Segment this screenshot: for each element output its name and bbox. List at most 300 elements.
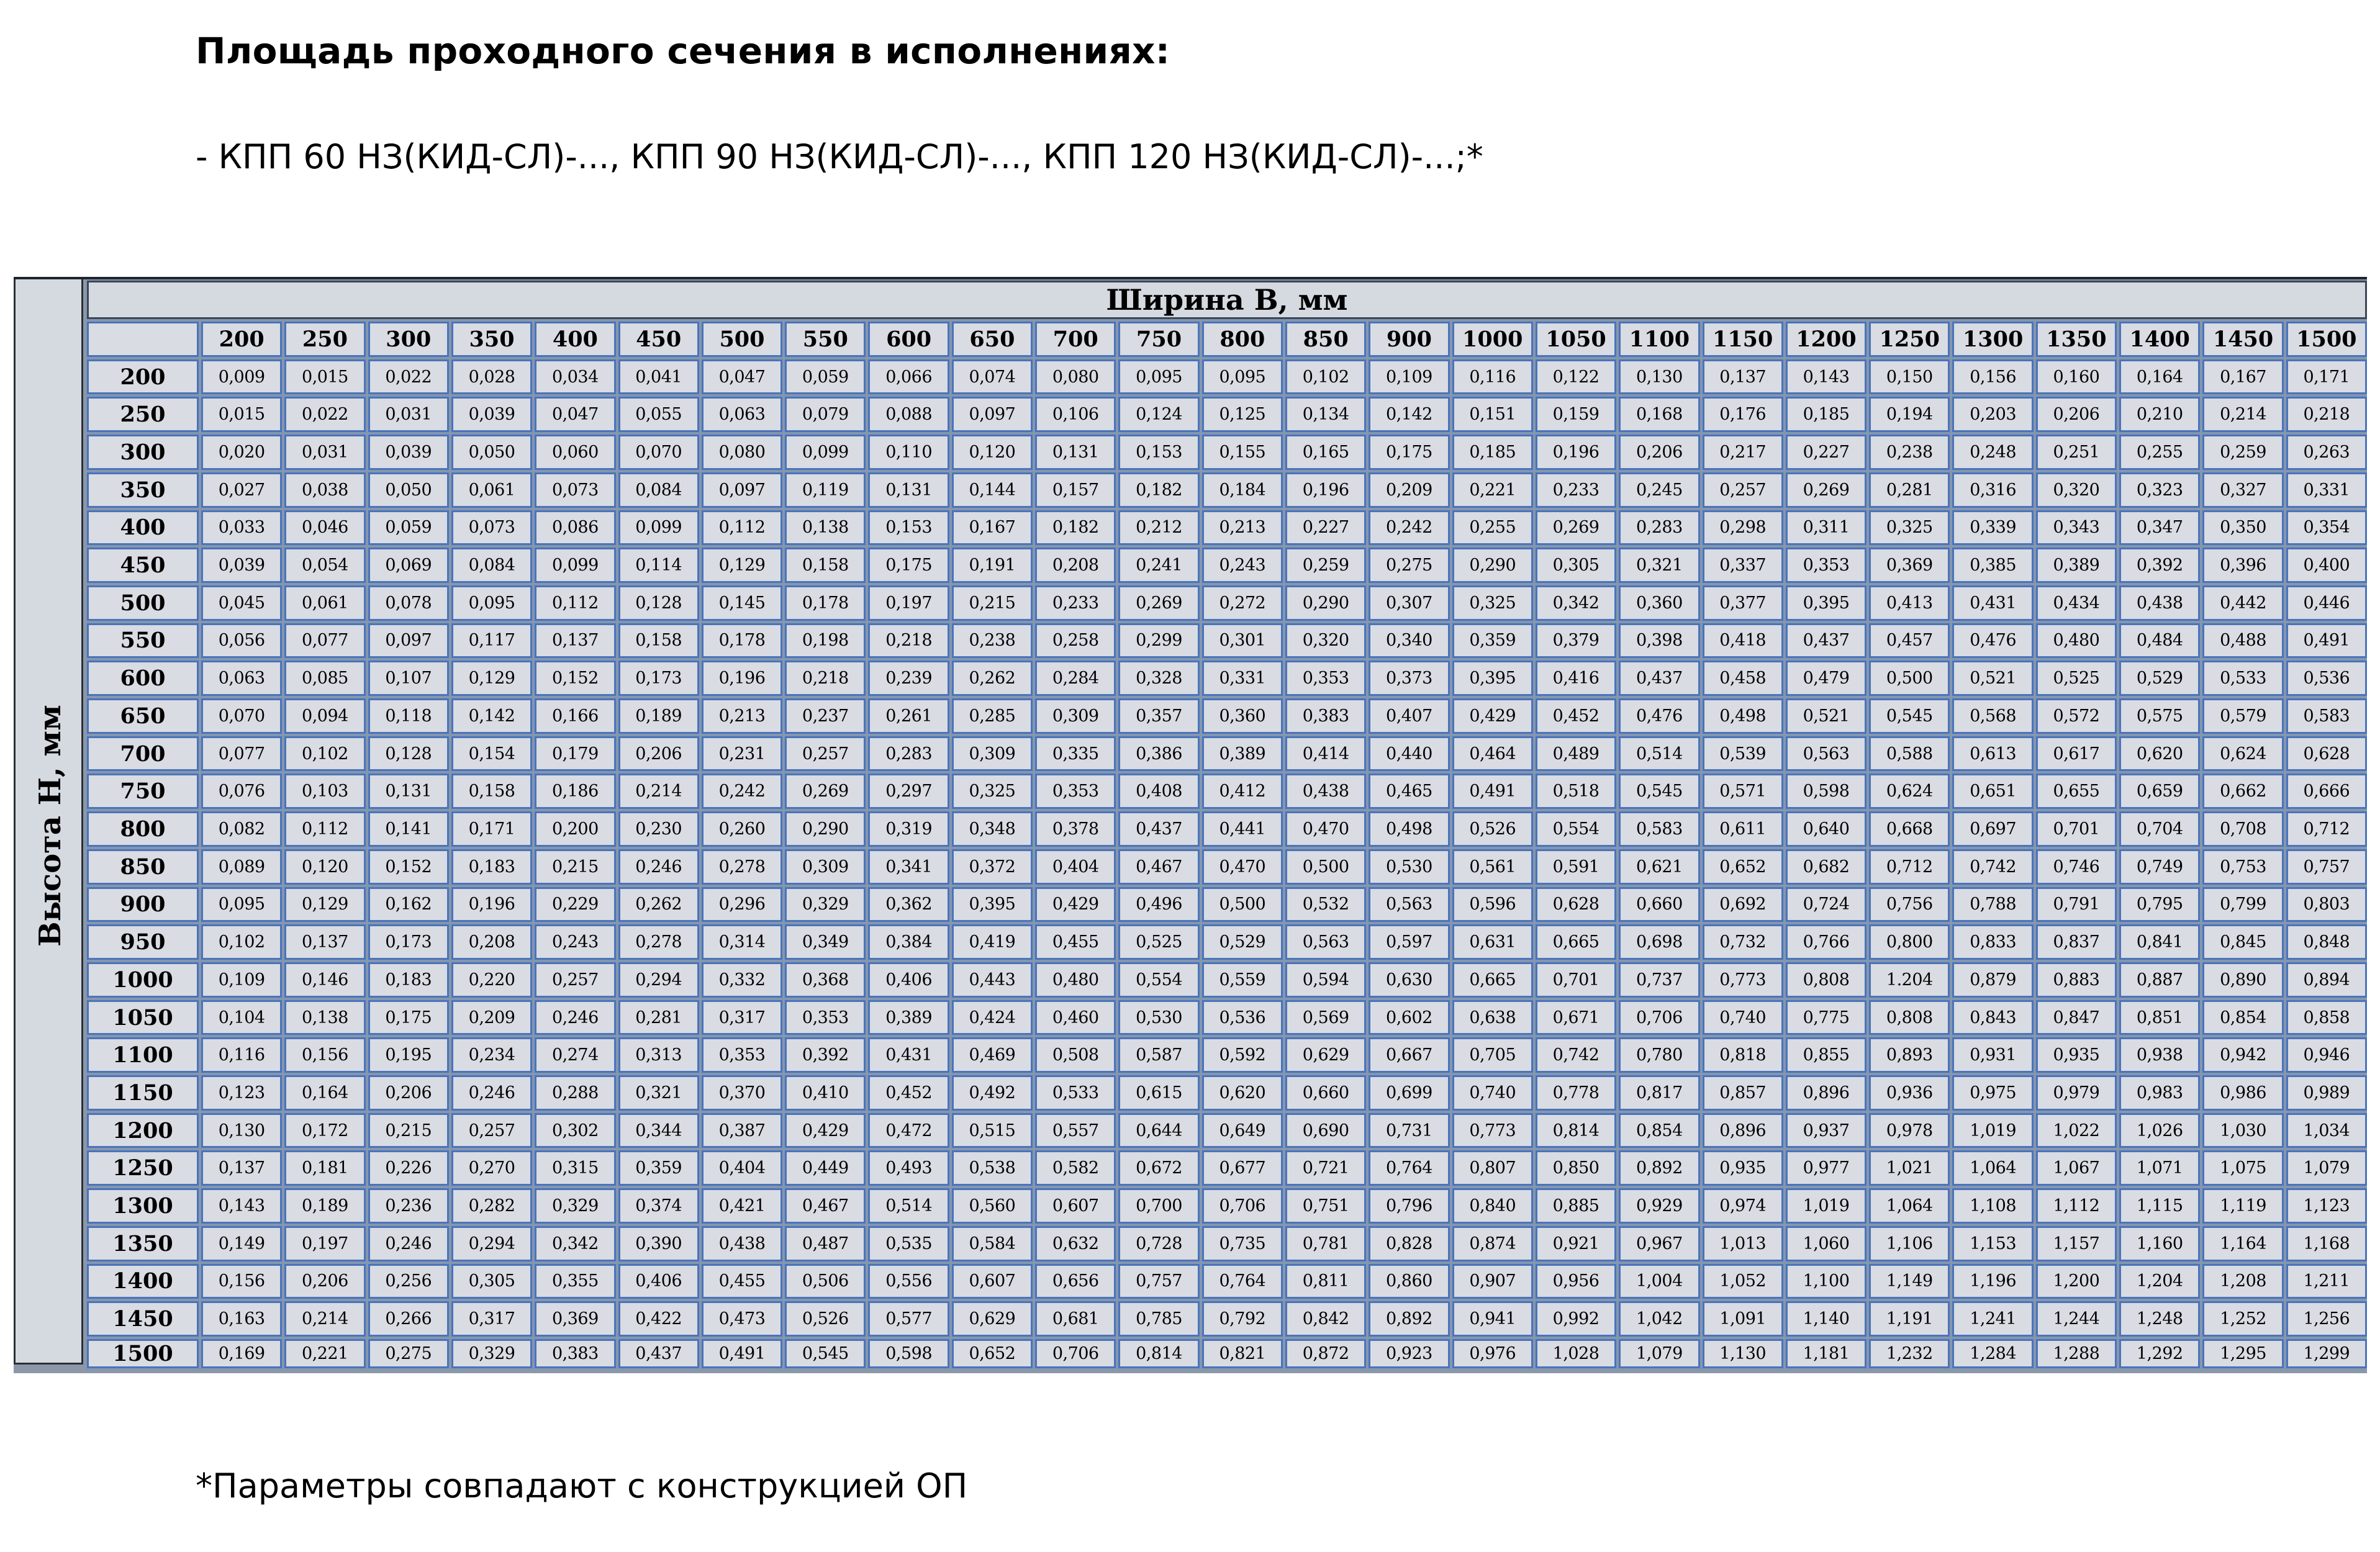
table-cell: 0,368 bbox=[785, 962, 866, 998]
table-cell: 0,118 bbox=[368, 698, 449, 734]
row-header-950: 950 bbox=[87, 924, 199, 960]
table-cell: 0,896 bbox=[1786, 1075, 1866, 1111]
table-cell: 0,907 bbox=[1452, 1264, 1533, 1299]
table-cell: 0,215 bbox=[368, 1113, 449, 1148]
table-cell: 0,274 bbox=[535, 1037, 615, 1073]
table-cell: 0,350 bbox=[2202, 510, 2283, 546]
table-cell: 0,074 bbox=[952, 359, 1033, 395]
table-cell: 0,263 bbox=[2286, 435, 2367, 470]
table-cell: 0,349 bbox=[785, 924, 866, 960]
table-cell: 0,392 bbox=[2119, 548, 2200, 583]
table-cell: 0,158 bbox=[618, 623, 699, 659]
table-cell: 0,046 bbox=[284, 510, 365, 546]
table-cell: 0,323 bbox=[2119, 472, 2200, 508]
table-cell: 0,077 bbox=[284, 623, 365, 659]
table-cell: 0,410 bbox=[785, 1075, 866, 1111]
table-cell: 0,200 bbox=[535, 811, 615, 847]
table-cell: 0,438 bbox=[2119, 585, 2200, 621]
table-cell: 0,256 bbox=[368, 1264, 449, 1299]
table-cell: 0,353 bbox=[702, 1037, 782, 1073]
table-cell: 0,408 bbox=[1118, 774, 1199, 809]
row-header-1050: 1050 bbox=[87, 1000, 199, 1035]
column-header-1350: 1350 bbox=[2036, 322, 2117, 357]
table-cell: 0,175 bbox=[868, 548, 949, 583]
table-cell: 0,956 bbox=[1536, 1264, 1616, 1299]
row-header-450: 450 bbox=[87, 548, 199, 583]
table-cell: 0,272 bbox=[1202, 585, 1283, 621]
table-cell: 0,195 bbox=[368, 1037, 449, 1073]
table-cell: 1,123 bbox=[2286, 1188, 2367, 1224]
table-cell: 0,632 bbox=[1035, 1226, 1116, 1261]
row-header-900: 900 bbox=[87, 887, 199, 923]
table-cell: 0,931 bbox=[1952, 1037, 2033, 1073]
document-subtitle: - КПП 60 НЗ(КИД-СЛ)-..., КПП 90 НЗ(КИД-СЛ)-..., КПП 120 НЗ(КИД-СЛ)-...;* bbox=[196, 137, 1483, 176]
table-cell: 0,682 bbox=[1786, 849, 1866, 885]
column-header-1300: 1300 bbox=[1952, 322, 2033, 357]
table-cell: 0,102 bbox=[284, 736, 365, 772]
table-cell: 0,896 bbox=[1703, 1113, 1783, 1148]
table-cell: 0,088 bbox=[868, 397, 949, 432]
table-cell: 0,872 bbox=[1285, 1339, 1366, 1368]
table-cell: 0,536 bbox=[1202, 1000, 1283, 1035]
table-cell: 0,851 bbox=[2119, 1000, 2200, 1035]
table-cell: 0,460 bbox=[1035, 1000, 1116, 1035]
table-cell: 0,424 bbox=[952, 1000, 1033, 1035]
table-cell: 0,473 bbox=[702, 1301, 782, 1337]
row-header-1450: 1450 bbox=[87, 1301, 199, 1337]
table-cell: 0,389 bbox=[868, 1000, 949, 1035]
table-cell: 0,814 bbox=[1118, 1339, 1199, 1368]
table-cell: 0,671 bbox=[1536, 1000, 1616, 1035]
table-cell: 0,340 bbox=[1369, 623, 1449, 659]
table-cell: 0,628 bbox=[1536, 887, 1616, 923]
table-cell: 0,294 bbox=[618, 962, 699, 998]
table-cell: 0,138 bbox=[785, 510, 866, 546]
table-cell: 0,119 bbox=[785, 472, 866, 508]
table-cell: 0,260 bbox=[702, 811, 782, 847]
row-header-1150: 1150 bbox=[87, 1075, 199, 1111]
table-cell: 0,395 bbox=[952, 887, 1033, 923]
table-cell: 0,102 bbox=[1285, 359, 1366, 395]
table-cell: 0,039 bbox=[451, 397, 532, 432]
table-cell: 1,295 bbox=[2202, 1339, 2283, 1368]
table-cell: 0,031 bbox=[284, 435, 365, 470]
table-cell: 0,532 bbox=[1285, 887, 1366, 923]
table-cell: 0,281 bbox=[1869, 472, 1950, 508]
table-cell: 0,243 bbox=[535, 924, 615, 960]
table-cell: 0,781 bbox=[1285, 1226, 1366, 1261]
table-cell: 0,514 bbox=[1619, 736, 1699, 772]
table-cell: 0,143 bbox=[1786, 359, 1866, 395]
column-header-700: 700 bbox=[1035, 322, 1116, 357]
table-cell: 0,203 bbox=[1952, 397, 2033, 432]
column-header-1050: 1050 bbox=[1536, 322, 1616, 357]
table-cell: 0,883 bbox=[2036, 962, 2117, 998]
table-cell: 0,156 bbox=[201, 1264, 282, 1299]
table-cell: 0,353 bbox=[1285, 661, 1366, 696]
table-cell: 0,329 bbox=[785, 887, 866, 923]
table-cell: 0,099 bbox=[785, 435, 866, 470]
table-cell: 0,583 bbox=[2286, 698, 2367, 734]
table-cell: 0,099 bbox=[618, 510, 699, 546]
table-cell: 1,157 bbox=[2036, 1226, 2117, 1261]
table-cell: 0,246 bbox=[618, 849, 699, 885]
table-cell: 0,617 bbox=[2036, 736, 2117, 772]
table-cell: 0,269 bbox=[1536, 510, 1616, 546]
table-cell: 0,808 bbox=[1786, 962, 1866, 998]
table-cell: 0,751 bbox=[1285, 1188, 1366, 1224]
table-cell: 0,668 bbox=[1869, 811, 1950, 847]
table-cell: 0,257 bbox=[451, 1113, 532, 1148]
column-header-1100: 1100 bbox=[1619, 322, 1699, 357]
table-cell: 0,989 bbox=[2286, 1075, 2367, 1111]
table-cell: 0,227 bbox=[1285, 510, 1366, 546]
table-cell: 0,892 bbox=[1369, 1301, 1449, 1337]
table-cell: 0,742 bbox=[1952, 849, 2033, 885]
table-cell: 0,554 bbox=[1118, 962, 1199, 998]
table-cell: 0,099 bbox=[535, 548, 615, 583]
table-cell: 0,020 bbox=[201, 435, 282, 470]
table-cell: 0,309 bbox=[1035, 698, 1116, 734]
row-header-600: 600 bbox=[87, 661, 199, 696]
table-cell: 0,331 bbox=[2286, 472, 2367, 508]
table-cell: 0,677 bbox=[1202, 1150, 1283, 1186]
table-cell: 0,545 bbox=[1619, 774, 1699, 809]
table-cell: 0,387 bbox=[702, 1113, 782, 1148]
table-cell: 0,978 bbox=[1869, 1113, 1950, 1148]
table-cell: 0,176 bbox=[1703, 397, 1783, 432]
table-cell: 1,030 bbox=[2202, 1113, 2283, 1148]
table-cell: 0,740 bbox=[1703, 1000, 1783, 1035]
table-cell: 0,015 bbox=[201, 397, 282, 432]
table-cell: 0,615 bbox=[1118, 1075, 1199, 1111]
table-cell: 0,452 bbox=[1536, 698, 1616, 734]
table-cell: 0,406 bbox=[618, 1264, 699, 1299]
table-cell: 0,319 bbox=[868, 811, 949, 847]
table-cell: 0,095 bbox=[201, 887, 282, 923]
table-cell: 0,157 bbox=[1035, 472, 1116, 508]
table-cell: 0,406 bbox=[868, 962, 949, 998]
table-cell: 0,089 bbox=[201, 849, 282, 885]
table-cell: 0,488 bbox=[2202, 623, 2283, 659]
table-cell: 0,130 bbox=[201, 1113, 282, 1148]
table-cell: 0,143 bbox=[201, 1188, 282, 1224]
column-header-500: 500 bbox=[702, 322, 782, 357]
table-cell: 0,073 bbox=[451, 510, 532, 546]
table-cell: 0,327 bbox=[2202, 472, 2283, 508]
column-header-200: 200 bbox=[201, 322, 282, 357]
table-cell: 0,935 bbox=[2036, 1037, 2117, 1073]
table-cell: 0,407 bbox=[1369, 698, 1449, 734]
table-cell: 0,316 bbox=[1952, 472, 2033, 508]
table-cell: 0,847 bbox=[2036, 1000, 2117, 1035]
table-cell: 0,526 bbox=[1452, 811, 1533, 847]
table-cell: 0,117 bbox=[451, 623, 532, 659]
table-cell: 0,621 bbox=[1619, 849, 1699, 885]
table-cell: 0,422 bbox=[618, 1301, 699, 1337]
table-cell: 0,437 bbox=[1786, 623, 1866, 659]
table-cell: 0,379 bbox=[1536, 623, 1616, 659]
table-cell: 0,122 bbox=[1536, 359, 1616, 395]
table-cell: 0,521 bbox=[1952, 661, 2033, 696]
table-cell: 0,596 bbox=[1452, 887, 1533, 923]
table-cell: 0,109 bbox=[1369, 359, 1449, 395]
row-header-1250: 1250 bbox=[87, 1150, 199, 1186]
table-cell: 0,166 bbox=[535, 698, 615, 734]
table-cell: 0,045 bbox=[201, 585, 282, 621]
table-cell: 0,239 bbox=[868, 661, 949, 696]
table-cell: 0,196 bbox=[1536, 435, 1616, 470]
table-cell: 0,814 bbox=[1536, 1113, 1616, 1148]
table-cell: 0,321 bbox=[1619, 548, 1699, 583]
table-cell: 0,278 bbox=[618, 924, 699, 960]
table-cell: 0,656 bbox=[1035, 1264, 1116, 1299]
table-cell: 0,655 bbox=[2036, 774, 2117, 809]
table-cell: 0,942 bbox=[2202, 1037, 2283, 1073]
table-cell: 0,628 bbox=[2286, 736, 2367, 772]
table-cell: 0,611 bbox=[1703, 811, 1783, 847]
table-cell: 0,079 bbox=[785, 397, 866, 432]
table-cell: 0,208 bbox=[1035, 548, 1116, 583]
table-cell: 0,879 bbox=[1952, 962, 2033, 998]
table-cell: 0,620 bbox=[1202, 1075, 1283, 1111]
table-cell: 0,269 bbox=[785, 774, 866, 809]
table-cell: 1,204 bbox=[2119, 1264, 2200, 1299]
table-cell: 0,229 bbox=[535, 887, 615, 923]
column-header-1250: 1250 bbox=[1869, 322, 1950, 357]
table-cell: 0,080 bbox=[702, 435, 782, 470]
table-cell: 0,329 bbox=[451, 1339, 532, 1368]
table-cell: 0,421 bbox=[702, 1188, 782, 1224]
table-cell: 0,396 bbox=[2202, 548, 2283, 583]
table-cell: 0,227 bbox=[1786, 435, 1866, 470]
table-cell: 0,305 bbox=[451, 1264, 532, 1299]
table-cell: 0,104 bbox=[201, 1000, 282, 1035]
table-cell: 1,200 bbox=[2036, 1264, 2117, 1299]
row-header-1500: 1500 bbox=[87, 1339, 199, 1368]
table-cell: 0,559 bbox=[1202, 962, 1283, 998]
table-cell: 0,438 bbox=[702, 1226, 782, 1261]
table-cell: 0,935 bbox=[1703, 1150, 1783, 1186]
table-cell: 0,389 bbox=[2036, 548, 2117, 583]
table-cell: 0,269 bbox=[1786, 472, 1866, 508]
table-cell: 0,206 bbox=[284, 1264, 365, 1299]
table-cell: 0,041 bbox=[618, 359, 699, 395]
table-cell: 0,480 bbox=[1035, 962, 1116, 998]
table-cell: 0,288 bbox=[535, 1075, 615, 1111]
table-cell: 0,845 bbox=[2202, 924, 2283, 960]
table-cell: 0,370 bbox=[702, 1075, 782, 1111]
document-footnote: *Параметры совпадают с конструкцией ОП bbox=[196, 1466, 968, 1505]
column-header-550: 550 bbox=[785, 322, 866, 357]
table-cell: 0,337 bbox=[1703, 548, 1783, 583]
table-cell: 0,514 bbox=[868, 1188, 949, 1224]
table-cell: 1,149 bbox=[1869, 1264, 1950, 1299]
table-cell: 0,373 bbox=[1369, 661, 1449, 696]
table-cell: 0,178 bbox=[785, 585, 866, 621]
table-cell: 0,309 bbox=[952, 736, 1033, 772]
row-header-750: 750 bbox=[87, 774, 199, 809]
table-cell: 0,470 bbox=[1202, 849, 1283, 885]
table-cell: 0,487 bbox=[785, 1226, 866, 1261]
table-cell: 1,019 bbox=[1786, 1188, 1866, 1224]
table-cell: 0,791 bbox=[2036, 887, 2117, 923]
table-cell: 0,059 bbox=[368, 510, 449, 546]
table-cell: 0,842 bbox=[1285, 1301, 1366, 1337]
table-cell: 0,500 bbox=[1202, 887, 1283, 923]
table-cell: 0,230 bbox=[618, 811, 699, 847]
table-cell: 0,464 bbox=[1452, 736, 1533, 772]
table-cell: 0,259 bbox=[1285, 548, 1366, 583]
table-cell: 1,241 bbox=[1952, 1301, 2033, 1337]
row-header-1000: 1000 bbox=[87, 962, 199, 998]
table-cell: 1,052 bbox=[1703, 1264, 1783, 1299]
table-cell: 0,245 bbox=[1619, 472, 1699, 508]
table-cell: 0,196 bbox=[702, 661, 782, 696]
table-cell: 0,158 bbox=[451, 774, 532, 809]
corner-cell bbox=[87, 322, 199, 357]
table-cell: 0,807 bbox=[1452, 1150, 1533, 1186]
table-cell: 0,638 bbox=[1452, 1000, 1533, 1035]
table-cell: 0,015 bbox=[284, 359, 365, 395]
table-cell: 0,518 bbox=[1536, 774, 1616, 809]
table-cell: 0,320 bbox=[1285, 623, 1366, 659]
table-cell: 0,692 bbox=[1703, 887, 1783, 923]
table-cell: 1,244 bbox=[2036, 1301, 2117, 1337]
table-cell: 0,137 bbox=[535, 623, 615, 659]
table-cell: 0,644 bbox=[1118, 1113, 1199, 1148]
table-cell: 0,569 bbox=[1285, 1000, 1366, 1035]
table-cell: 0,731 bbox=[1369, 1113, 1449, 1148]
table-cell: 0,196 bbox=[451, 887, 532, 923]
table-cell: 0,206 bbox=[1619, 435, 1699, 470]
table-cell: 0,142 bbox=[1369, 397, 1449, 432]
table-cell: 0,480 bbox=[2036, 623, 2117, 659]
table-cell: 0,412 bbox=[1202, 774, 1283, 809]
table-cell: 1,026 bbox=[2119, 1113, 2200, 1148]
row-header-1300: 1300 bbox=[87, 1188, 199, 1224]
table-cell: 0,724 bbox=[1786, 887, 1866, 923]
table-cell: 0,624 bbox=[2202, 736, 2283, 772]
table-cell: 0,766 bbox=[1786, 924, 1866, 960]
table-cell: 0,210 bbox=[2119, 397, 2200, 432]
table-cell: 0,242 bbox=[1369, 510, 1449, 546]
table-cell: 0,854 bbox=[1619, 1113, 1699, 1148]
table-cell: 0,796 bbox=[1369, 1188, 1449, 1224]
table-cell: 0,491 bbox=[702, 1339, 782, 1368]
table-cell: 0,284 bbox=[1035, 661, 1116, 696]
table-cell: 0,129 bbox=[451, 661, 532, 696]
table-cell: 0,360 bbox=[1202, 698, 1283, 734]
table-cell: 0,169 bbox=[201, 1339, 282, 1368]
table-cell: 0,885 bbox=[1536, 1188, 1616, 1224]
table-cell: 0,500 bbox=[1869, 661, 1950, 696]
table-cell: 0,923 bbox=[1369, 1339, 1449, 1368]
table-cell: 0,946 bbox=[2286, 1037, 2367, 1073]
table-cell: 1,079 bbox=[2286, 1150, 2367, 1186]
table-cell: 0,690 bbox=[1285, 1113, 1366, 1148]
table-cell: 0,290 bbox=[1452, 548, 1533, 583]
table-cell: 0,697 bbox=[1952, 811, 2033, 847]
table-cell: 0,383 bbox=[1285, 698, 1366, 734]
table-cell: 0,215 bbox=[952, 585, 1033, 621]
table-cell: 0,392 bbox=[785, 1037, 866, 1073]
table-cell: 0,179 bbox=[535, 736, 615, 772]
table-cell: 0,613 bbox=[1952, 736, 2033, 772]
table-cell: 0,607 bbox=[952, 1264, 1033, 1299]
table-cell: 0,976 bbox=[1452, 1339, 1533, 1368]
table-cell: 0,591 bbox=[1536, 849, 1616, 885]
table-cell: 0,257 bbox=[535, 962, 615, 998]
table-cell: 0,282 bbox=[451, 1188, 532, 1224]
table-cell: 0,583 bbox=[1619, 811, 1699, 847]
table-cell: 0,887 bbox=[2119, 962, 2200, 998]
table-cell: 0,047 bbox=[535, 397, 615, 432]
table-cell: 0,116 bbox=[1452, 359, 1533, 395]
table-cell: 0,269 bbox=[1118, 585, 1199, 621]
table-cell: 0,535 bbox=[868, 1226, 949, 1261]
table-cell: 0,533 bbox=[1035, 1075, 1116, 1111]
table-cell: 0,173 bbox=[368, 924, 449, 960]
table-cell: 0,073 bbox=[535, 472, 615, 508]
table-cell: 0,198 bbox=[785, 623, 866, 659]
row-header-1400: 1400 bbox=[87, 1264, 199, 1299]
table-cell: 0,775 bbox=[1786, 1000, 1866, 1035]
table-cell: 1,019 bbox=[1952, 1113, 2033, 1148]
row-header-400: 400 bbox=[87, 510, 199, 546]
table-cell: 0,404 bbox=[1035, 849, 1116, 885]
table-cell: 1,119 bbox=[2202, 1188, 2283, 1224]
table-cell: 0,063 bbox=[702, 397, 782, 432]
table-cell: 0,050 bbox=[368, 472, 449, 508]
table-cell: 0,236 bbox=[368, 1188, 449, 1224]
table-cell: 0,874 bbox=[1452, 1226, 1533, 1261]
table-cell: 0,301 bbox=[1202, 623, 1283, 659]
table-cell: 0,084 bbox=[451, 548, 532, 583]
table-cell: 0,799 bbox=[2202, 887, 2283, 923]
table-cell: 0,357 bbox=[1118, 698, 1199, 734]
table-cell: 1,013 bbox=[1703, 1226, 1783, 1261]
table-cell: 0,808 bbox=[1869, 1000, 1950, 1035]
table-cell: 0,112 bbox=[702, 510, 782, 546]
table-cell: 0,116 bbox=[201, 1037, 282, 1073]
table-cell: 0,353 bbox=[785, 1000, 866, 1035]
table-cell: 0,095 bbox=[1118, 359, 1199, 395]
table-cell: 0,757 bbox=[1118, 1264, 1199, 1299]
table-cell: 0,313 bbox=[618, 1037, 699, 1073]
table-cell: 0,602 bbox=[1369, 1000, 1449, 1035]
table-cell: 0,442 bbox=[2202, 585, 2283, 621]
table-cell: 0,746 bbox=[2036, 849, 2117, 885]
table-cell: 0,060 bbox=[535, 435, 615, 470]
table-cell: 0,066 bbox=[868, 359, 949, 395]
table-cell: 0,233 bbox=[1035, 585, 1116, 621]
table-cell: 0,173 bbox=[618, 661, 699, 696]
column-header-1500: 1500 bbox=[2286, 322, 2367, 357]
table-cell: 0,705 bbox=[1452, 1037, 1533, 1073]
table-cell: 0,489 bbox=[1536, 736, 1616, 772]
column-header-900: 900 bbox=[1369, 322, 1449, 357]
table-cell: 0,701 bbox=[2036, 811, 2117, 847]
table-cell: 0,369 bbox=[535, 1301, 615, 1337]
table-cell: 0,892 bbox=[1619, 1150, 1699, 1186]
table-cell: 0,298 bbox=[1703, 510, 1783, 546]
table-cell: 0,027 bbox=[201, 472, 282, 508]
table-cell: 0,854 bbox=[2202, 1000, 2283, 1035]
column-header-850: 850 bbox=[1285, 322, 1366, 357]
table-cell: 1,060 bbox=[1786, 1226, 1866, 1261]
table-cell: 0,022 bbox=[368, 359, 449, 395]
